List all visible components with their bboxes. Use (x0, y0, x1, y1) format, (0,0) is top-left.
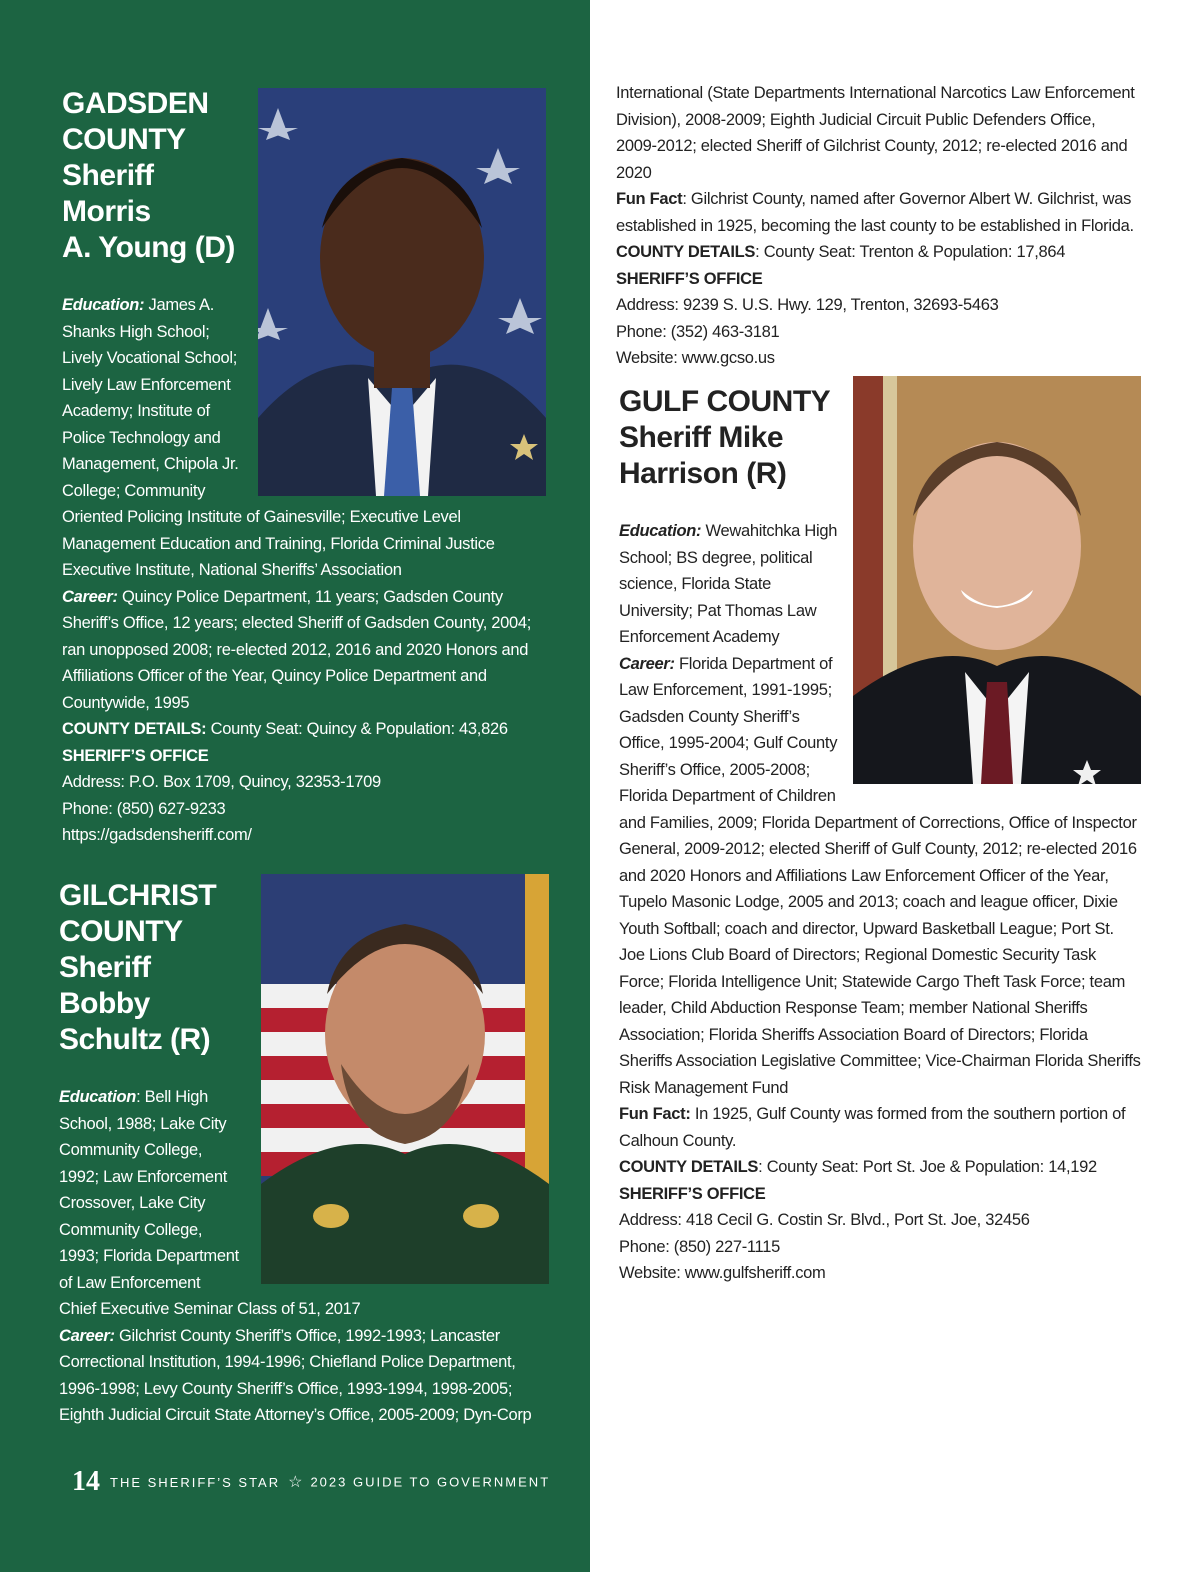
office-phone: Phone: (850) 227-1115 (619, 1237, 780, 1256)
gilchrist-continued (616, 80, 1136, 372)
gadsden-sheriff-photo (258, 88, 546, 496)
education-label: Education (59, 1088, 137, 1106)
star-icon: ☆ (288, 1474, 303, 1491)
heading-line: COUNTY (62, 123, 186, 156)
page-footer (72, 1466, 550, 1498)
education-text: James A. Shanks High School; Lively Vocational School; Lively Law Enforcement Academy; Institute of Police Technology and Management, Chipola Jr. College; Community Oriented Policing Institute of Gainesville; Executive Level Management Education and Training, Florida Criminal Justice Executive Institute, National Sheriffs’ Association (62, 296, 495, 579)
career-paragraph (59, 1323, 549, 1429)
fun-fact-label: Fun Fact: (619, 1105, 691, 1123)
gulf-section (619, 384, 1141, 1287)
county-details (616, 239, 1136, 266)
education-text: Wewahitchka High School; BS degree, political science, Florida State University; Pat Thomas Law Enforcement Academy (619, 522, 838, 646)
heading-line: GULF COUNTY (619, 385, 831, 418)
office-address: Address: P.O. Box 1709, Quincy, 32353-1709 (62, 773, 381, 791)
education-label: Education: (62, 296, 145, 314)
office-website: Website: www.gulfsheriff.com (619, 1264, 826, 1282)
fun-fact (619, 1101, 1141, 1154)
fun-fact-text: : Gilchrist County, named after Governor Albert W. Gilchrist, was established in 1925, becoming the last county to be established in Florida. (616, 190, 1134, 235)
heading-line: GILCHRIST (59, 879, 217, 912)
heading-line: A. Young (D) (62, 231, 235, 264)
county-details (619, 1154, 1141, 1181)
career-continued: International (State Departments International Narcotics Law Enforcement Division), 2008-2009; Eighth Judicial Circuit Public Defenders Office, 2009-2012; elected Sheriff of Gilchrist County, 2012; re-elected 2016 and 2020 (616, 84, 1135, 182)
office-phone: Phone: (850) 627-9233 (62, 799, 226, 818)
gilchrist-sheriff-photo (261, 874, 549, 1284)
office-address: Address: 418 Cecil G. Costin Sr. Blvd., Port St. Joe, 32456 (619, 1211, 1030, 1229)
office-website: Website: www.gcso.us (616, 349, 775, 367)
fun-fact-text: In 1925, Gulf County was formed from the southern portion of Calhoun County. (619, 1105, 1126, 1150)
heading-line: Harrison (R) (619, 457, 787, 490)
county-details-text: County Seat: Quincy & Population: 43,826 (206, 720, 508, 738)
fun-fact (616, 186, 1136, 239)
office-website: https://gadsdensheriff.com/ (62, 826, 252, 844)
publication-name: THE SHERIFF’S STAR (110, 1474, 281, 1490)
heading-line: Schultz (R) (59, 1023, 211, 1056)
heading-line: Sheriff Mike (619, 421, 784, 454)
green-column-background (0, 0, 590, 1572)
office-phone: Phone: (352) 463-3181 (616, 322, 780, 341)
sheriffs-office-label: SHERIFF’S OFFICE (62, 746, 209, 765)
county-details-text: : County Seat: Port St. Joe & Population: 14,192 (758, 1158, 1097, 1176)
office-address: Address: 9239 S. U.S. Hwy. 129, Trenton, 32693-5463 (616, 296, 999, 314)
career-paragraph (62, 584, 546, 717)
education-text: : Bell High School, 1988; Lake City Community College, 1992; Law Enforcement Crossover, Lake City Community College, 1993; Florida Department of Law Enforcement Chief Executive Seminar Class of 51, 2017 (59, 1088, 361, 1318)
career-text: Gilchrist County Sheriff’s Office, 1992-1993; Lancaster Correctional Institution, 1994-1996; Chiefland Police Department, 1996-1998; Levy County Sheriff’s Office, 1993-1994, 1998-2005; Eighth Judicial Circuit State Attorney’s Office, 2005-2009; Dyn-Corp (59, 1326, 532, 1424)
page-number: 14 (72, 1466, 100, 1497)
heading-line: Sheriff Bobby (59, 951, 151, 1020)
heading-line: COUNTY (59, 915, 183, 948)
education-label: Education: (619, 522, 702, 540)
county-details (62, 716, 546, 743)
career-label: Career: (59, 1326, 115, 1345)
gulf-sheriff-photo (853, 376, 1141, 784)
gilchrist-section (59, 878, 549, 1429)
sheriffs-office-label: SHERIFF’S OFFICE (616, 269, 763, 288)
fun-fact-label: Fun Fact (616, 190, 683, 208)
gadsden-section (62, 86, 546, 849)
career-text: Florida Department of Law Enforcement, 1991-1995; Gadsden County Sheriff’s Office, 1995-2004; Gulf County Sheriff’s Office, 2005-2008; Florida Department of Children and Families, 2009; Florida Department of Corrections, Office of Inspector General, 2009-2012; elected Sheriff of Gulf County, 2012; re-elected 2016 and 2020 Honors and Affiliations Law Enforcement Officer of the Year, Tupelo Masonic Lodge, 2005 and 2013; coach and league officer, Dixie Youth Softball; coach and director, Upward Basketball League; Port St. Joe Lions Club Board of Directors; Regional Domestic Security Task Force; Florida Intelligence Unit; Statewide Cargo Theft Task Force; team leader, Child Abduction Response Team; member National Sheriffs Association; Florida Sheriffs Association Board of Directors; Florida Sheriffs Association Legislative Committee; Vice-Chairman Florida Sheriffs Risk Management Fund (619, 654, 1141, 1097)
guide-title: 2023 GUIDE TO GOVERNMENT (310, 1474, 551, 1490)
heading-line: Sheriff Morris (62, 159, 154, 228)
career-text: Quincy Police Department, 11 years; Gadsden County Sheriff’s Office, 12 years; elected Sheriff of Gadsden County, 2004; ran unopposed 2008; re-elected 2012, 2016 and 2020 Honors and Affiliations Officer of the Year, Quincy Police Department and Countywide, 1995 (62, 587, 532, 712)
county-details-text: : County Seat: Trenton & Population: 17,864 (755, 243, 1066, 261)
career-label: Career: (619, 654, 675, 673)
county-details-label: COUNTY DETAILS (619, 1158, 759, 1176)
county-details-label: COUNTY DETAILS (616, 243, 756, 261)
heading-line: GADSDEN (62, 87, 209, 120)
career-label: Career: (62, 587, 118, 606)
county-details-label: COUNTY DETAILS: (62, 720, 207, 738)
sheriffs-office-label: SHERIFF’S OFFICE (619, 1184, 766, 1203)
